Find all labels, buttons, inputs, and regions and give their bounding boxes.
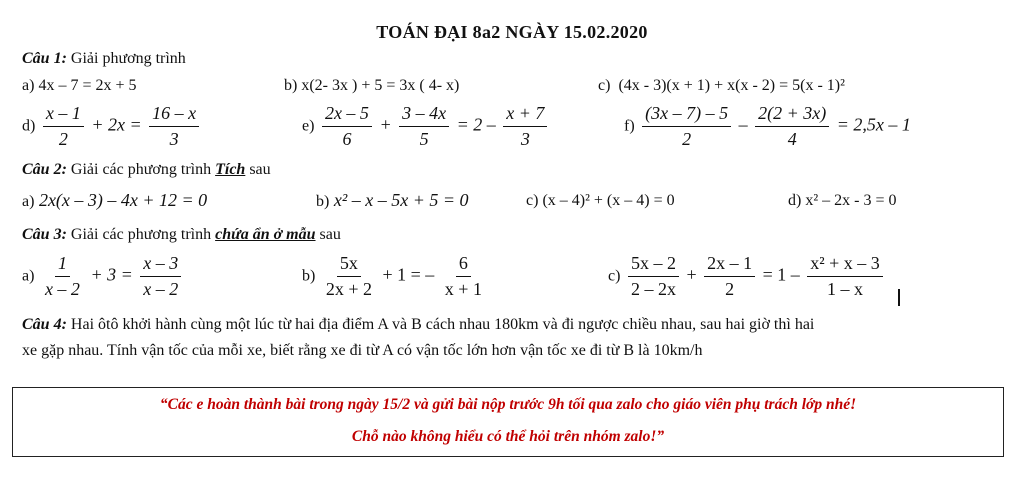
q1-d-num1: x – 1	[43, 103, 84, 127]
q1-c-equation: (4x - 3)(x + 1) + x(x - 2) = 5(x - 1)²	[618, 77, 845, 94]
q3-label: Câu 3:	[22, 226, 67, 243]
q3-c-mid: = 1 –	[762, 264, 800, 285]
q4-line1	[22, 316, 814, 334]
q1-f-label: f)	[624, 117, 635, 135]
q1-e-num3: x + 7	[503, 103, 547, 127]
q1-d-label: d)	[22, 117, 36, 135]
q2-d	[788, 192, 896, 210]
q2-d-equation: x² – 2x - 3 = 0	[805, 192, 897, 209]
q1-e-den2: 5	[419, 128, 429, 149]
q1-e-plus: +	[379, 114, 392, 135]
q1-e-num2: 3 – 4x	[399, 103, 449, 127]
q1-a-equation: 4x – 7 = 2x + 5	[38, 77, 137, 94]
q3-b-num2: 6	[456, 253, 471, 277]
q1-f-den1: 2	[682, 128, 692, 149]
text-cursor	[898, 289, 900, 306]
note-line1: “Các e hoàn thành bài trong ngày 15/2 và gửi bài nộp trước 9h tối qua zalo cho giáo viên phụ trách lớp nhé!	[159, 396, 857, 413]
q3-c-num3: x² + x – 3	[807, 253, 883, 277]
q1-b-label: b)	[284, 77, 298, 94]
q1-f-num2: 2(2 + 3x)	[755, 103, 829, 127]
note-line2: Chỗ nào không hiểu có thể hỏi trên nhóm zalo!”	[351, 428, 665, 445]
q3-c-den3: 1 – x	[827, 278, 864, 299]
q1-e-label: e)	[302, 117, 315, 135]
q1-e-mid: = 2 –	[456, 114, 496, 135]
q2-text-emphasis: Tích	[215, 161, 246, 178]
q1-d-den1: 2	[58, 128, 68, 149]
q2-heading	[22, 161, 271, 179]
q1-e-den1: 6	[342, 128, 352, 149]
q3-c-num1: 5x – 2	[628, 253, 679, 277]
q1-d	[22, 103, 202, 149]
q1-f	[624, 103, 911, 149]
q1-f-rhs: = 2,5x – 1	[836, 114, 911, 135]
q3-a-mid: + 3 =	[90, 264, 133, 285]
q3-b-label: b)	[302, 267, 316, 285]
q3-c-label: c)	[608, 267, 621, 285]
q4-label: Câu 4:	[22, 316, 67, 333]
q1-e	[302, 103, 550, 149]
q3-heading	[22, 226, 341, 244]
q3-c-den1: 2 – 2x	[630, 278, 676, 299]
q2-b-equation: x² – x – 5x + 5 = 0	[333, 190, 469, 210]
q2-c-label: c)	[526, 192, 539, 209]
q3-b-den2: x + 1	[444, 278, 482, 299]
q1-c	[598, 77, 845, 95]
q2-b	[316, 190, 469, 211]
q2-b-label: b)	[316, 193, 330, 210]
q1-d-num2: 16 – x	[149, 103, 199, 127]
q1-f-den2: 4	[787, 128, 797, 149]
q2-c	[526, 192, 675, 210]
q3-a-num1: 1	[55, 253, 70, 277]
q3-b-num1: 5x	[337, 253, 361, 277]
q3-b-den1: 2x + 2	[325, 278, 372, 299]
q3-c-den2: 2	[725, 278, 735, 299]
q1-d-den2: 3	[169, 128, 179, 149]
q3-a-den2: x – 2	[143, 278, 179, 299]
q3-b-mid: + 1 = –	[382, 264, 435, 285]
q2-text: Giải các phương trình	[70, 161, 212, 178]
q1-heading	[22, 50, 186, 68]
q1-c-label: c)	[598, 77, 611, 94]
q1-b	[284, 77, 459, 95]
q1-f-minus: –	[738, 114, 748, 135]
q2-a-equation: 2x(x – 3) – 4x + 12 = 0	[38, 190, 208, 210]
q3-a-den1: x – 2	[44, 278, 80, 299]
q1-e-den3: 3	[520, 128, 530, 149]
q2-a-label: a)	[22, 193, 35, 210]
q4-text-line1: Hai ôtô khởi hành cùng một lúc từ hai địa điểm A và B cách nhau 180km và đi ngược chiều nhau, sau hai giờ thì hai	[70, 316, 815, 333]
q2-d-label: d)	[788, 192, 802, 209]
q2-text-post: sau	[249, 161, 271, 178]
q1-label: Câu 1:	[22, 50, 67, 67]
q3-text: Giải các phương trình	[70, 226, 212, 243]
q2-a	[22, 190, 207, 211]
q3-c-plus: +	[686, 264, 697, 285]
q3-text-post: sau	[319, 226, 341, 243]
q3-c	[608, 253, 886, 299]
page-title: TOÁN ĐẠI 8a2 NGÀY 15.02.2020	[376, 22, 648, 42]
q3-b	[302, 253, 488, 299]
q1-text: Giải phương trình	[70, 50, 186, 67]
q1-a	[22, 77, 136, 95]
q2-label: Câu 2:	[22, 161, 67, 178]
q3-a	[22, 253, 184, 299]
q3-a-num2: x – 3	[140, 253, 181, 277]
q1-d-mid: + 2x =	[91, 114, 142, 135]
q3-a-label: a)	[22, 267, 35, 285]
q3-c-num2: 2x – 1	[704, 253, 755, 277]
q1-f-num1: (3x – 7) – 5	[642, 103, 731, 127]
q2-c-equation: (x – 4)² + (x – 4) = 0	[542, 192, 675, 209]
q4-line2: xe gặp nhau. Tính vận tốc của mỗi xe, biết rằng xe đi từ A có vận tốc lớn hơn vận tốc xe đi từ B là 10km/h	[22, 342, 703, 359]
q3-text-emphasis: chứa ẩn ở mẫu	[215, 226, 316, 243]
q1-a-label: a)	[22, 77, 35, 94]
q1-b-equation: x(2- 3x ) + 5 = 3x ( 4- x)	[301, 77, 460, 94]
q1-e-num1: 2x – 5	[322, 103, 372, 127]
